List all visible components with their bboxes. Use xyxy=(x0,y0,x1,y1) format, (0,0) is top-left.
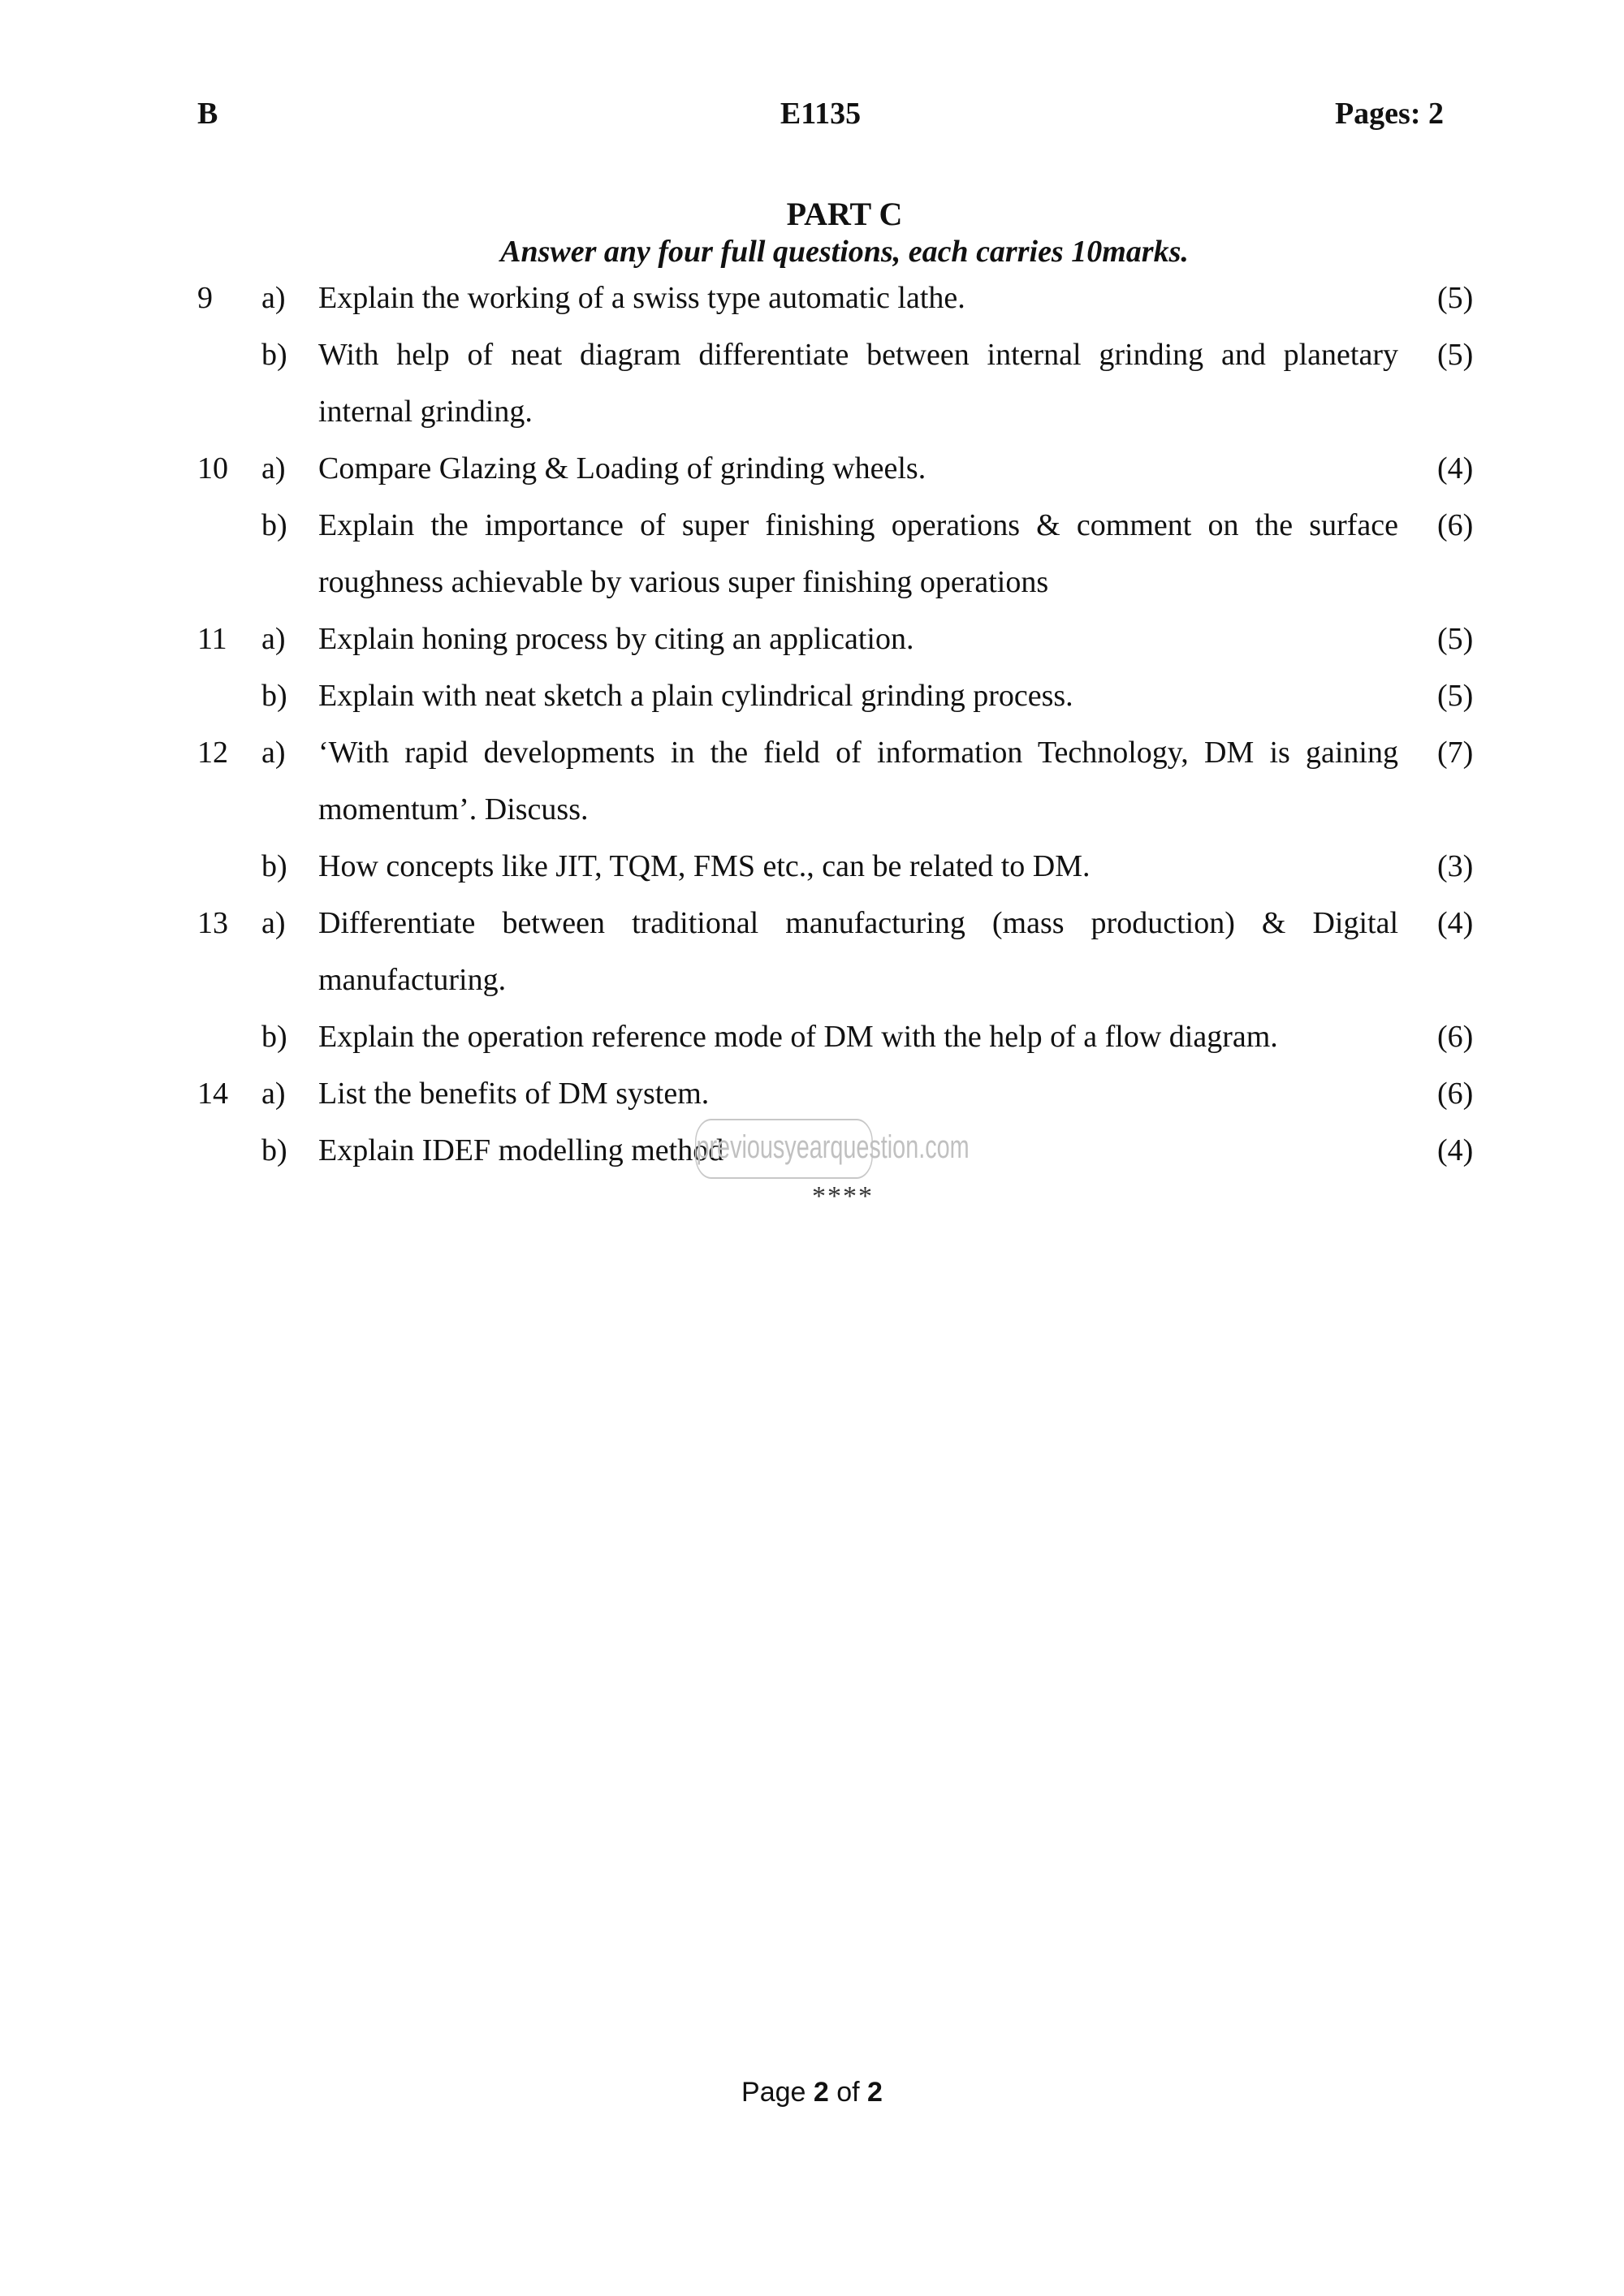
question-list xyxy=(0,270,1624,1179)
question-part: a) xyxy=(261,906,286,940)
question-text: Differentiate between traditional manufacturing (mass production) & Digital manufacturing. xyxy=(318,906,1398,997)
question-row xyxy=(0,1008,1624,1065)
watermark-logo: previousyearquestion.com xyxy=(695,1119,873,1179)
page-count: Pages: 2 xyxy=(1334,97,1444,131)
question-row xyxy=(0,895,1624,1008)
question-text: Compare Glazing & Loading of grinding wheels. xyxy=(318,451,926,486)
question-number: 13 xyxy=(197,906,228,940)
part-instructions: Answer any four full questions, each carries 10marks. xyxy=(500,235,1189,269)
page-number-total: 2 xyxy=(867,2077,883,2108)
question-part: b) xyxy=(261,1133,287,1167)
question-part: a) xyxy=(261,451,286,486)
question-text: Explain the working of a swiss type automatic lathe. xyxy=(318,281,965,315)
question-row xyxy=(0,724,1624,838)
question-row xyxy=(0,440,1624,497)
page-number-current: 2 xyxy=(813,2077,829,2108)
question-row xyxy=(0,838,1624,895)
question-marks: (6) xyxy=(1437,1077,1474,1111)
question-number: 11 xyxy=(197,622,227,656)
question-text: Explain the importance of super finishing operations & comment on the surface roughness achievable by various super finishing operations xyxy=(318,508,1398,599)
question-number: 9 xyxy=(197,281,213,315)
question-marks: (5) xyxy=(1437,622,1474,656)
question-part: b) xyxy=(261,849,287,883)
question-marks: (5) xyxy=(1437,281,1474,315)
page-number xyxy=(0,2077,1624,2108)
question-marks: (5) xyxy=(1437,679,1474,713)
question-text: Explain the operation reference mode of DM with the help of a flow diagram. xyxy=(318,1020,1278,1054)
page-number-prefix: Page xyxy=(741,2077,814,2108)
paper-code: E1135 xyxy=(780,97,862,131)
question-text: Explain honing process by citing an application. xyxy=(318,622,914,656)
question-part: a) xyxy=(261,281,286,315)
end-marker: **** xyxy=(812,1181,874,1211)
question-marks: (4) xyxy=(1437,451,1474,486)
question-row xyxy=(0,667,1624,724)
question-row xyxy=(0,1065,1624,1122)
question-marks: (6) xyxy=(1437,1020,1474,1054)
question-part: a) xyxy=(261,622,286,656)
question-text: Explain IDEF modelling method xyxy=(318,1133,724,1167)
question-part: b) xyxy=(261,1020,287,1054)
question-row xyxy=(0,326,1624,440)
question-text: ‘With rapid developments in the field of information Technology, DM is gaining momentum’. Discuss. xyxy=(318,736,1398,826)
question-number: 12 xyxy=(197,736,228,770)
question-part: b) xyxy=(261,508,287,542)
question-part: b) xyxy=(261,338,287,372)
question-marks: (7) xyxy=(1437,736,1474,770)
question-text: Explain with neat sketch a plain cylindrical grinding process. xyxy=(318,679,1073,713)
question-part: a) xyxy=(261,736,286,770)
page-header xyxy=(197,96,1444,136)
question-number: 14 xyxy=(197,1077,228,1111)
page-number-middle: of xyxy=(828,2077,868,2108)
question-marks: (3) xyxy=(1437,849,1474,883)
question-marks: (4) xyxy=(1437,1133,1474,1167)
question-row xyxy=(0,270,1624,326)
question-row xyxy=(0,611,1624,667)
question-marks: (5) xyxy=(1437,338,1474,372)
question-marks: (6) xyxy=(1437,508,1474,542)
question-text: With help of neat diagram differentiate between internal grinding and planetary internal grinding. xyxy=(318,338,1398,429)
question-text: List the benefits of DM system. xyxy=(318,1077,710,1111)
question-text: How concepts like JIT, TQM, FMS etc., can be related to DM. xyxy=(318,849,1091,883)
question-row xyxy=(0,497,1624,611)
question-number: 10 xyxy=(197,451,228,486)
question-marks: (4) xyxy=(1437,906,1474,940)
question-part: b) xyxy=(261,679,287,713)
part-title: PART C xyxy=(786,196,903,232)
paper-set-label: B xyxy=(197,97,218,131)
question-part: a) xyxy=(261,1077,286,1111)
